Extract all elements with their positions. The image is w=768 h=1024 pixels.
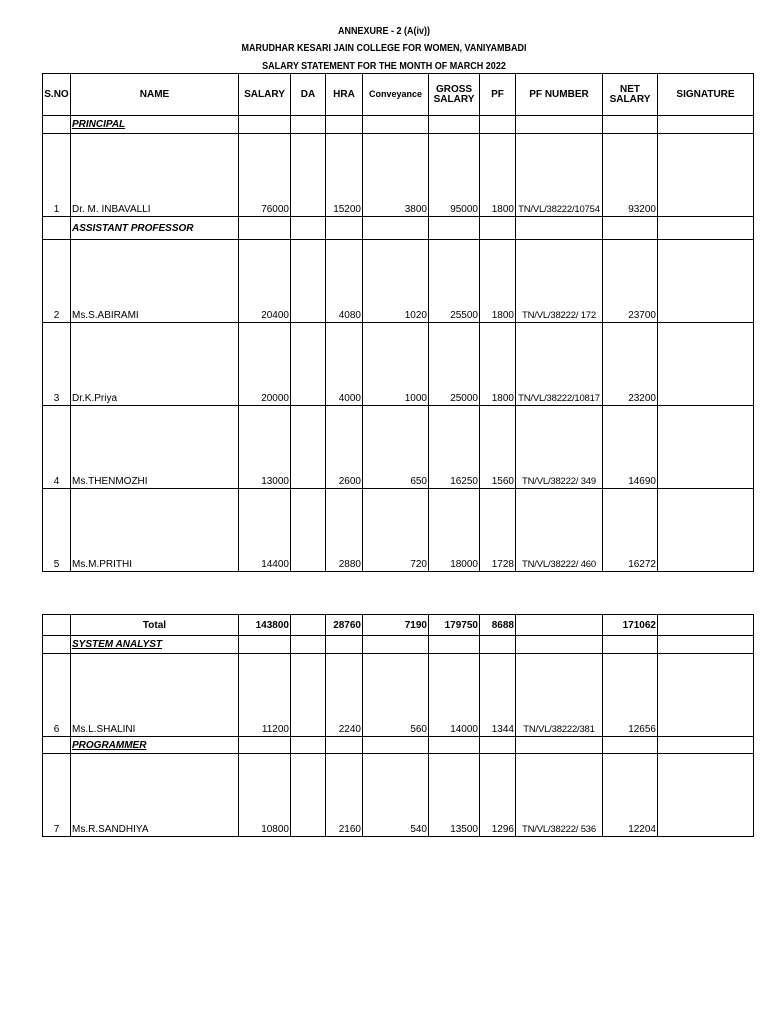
total-hra: 28760 [326,615,363,636]
section-cell-empty [516,737,603,754]
cell-hra: 4080 [326,240,363,323]
section-label-system-analyst: SYSTEM ANALYST [71,636,239,654]
total-gross: 179750 [429,615,480,636]
section-cell-empty [480,737,516,754]
section-cell-empty [291,217,326,240]
section-cell-empty [363,636,429,654]
table-row [43,654,754,737]
total-net: 171062 [603,615,658,636]
cell-conveyance: 720 [363,489,429,572]
section-cell-empty [429,636,480,654]
cell-conveyance: 540 [363,754,429,837]
section-cell-empty [291,116,326,134]
cell-pf-number: TN/VL/38222/ 460 [516,489,603,572]
table-row [43,323,754,406]
total-row [43,615,754,636]
table-row [43,240,754,323]
col-gross-line1: GROSS [435,83,473,95]
section-cell-empty [603,116,658,134]
cell-net: 23200 [603,323,658,406]
cell-net: 14690 [603,406,658,489]
cell-pf: 1800 [480,323,516,406]
table-row [43,134,754,217]
cell-name: Ms.L.SHALINI [71,654,239,737]
section-cell-empty [239,116,291,134]
section-cell-empty [603,737,658,754]
cell-salary: 20400 [239,240,291,323]
total-label: Total [71,615,239,636]
section-cell-empty [291,737,326,754]
section-cell-empty [429,737,480,754]
college-name: MARUDHAR KESARI JAIN COLLEGE FOR WOMEN, VANIYAMBADI [241,43,527,54]
section-cell-empty [658,116,754,134]
col-hra: HRA [326,74,363,116]
section-cell-empty [239,636,291,654]
cell-pf: 1800 [480,240,516,323]
salary-table-2 [42,614,754,837]
col-net-line2: SALARY [609,93,651,105]
cell-pf: 1800 [480,134,516,217]
section-cell-empty [326,737,363,754]
cell-pf: 1296 [480,754,516,837]
cell-hra: 15200 [326,134,363,217]
cell-pf: 1560 [480,406,516,489]
cell-sno: 1 [43,134,71,217]
cell-salary: 20000 [239,323,291,406]
cell-salary: 13000 [239,406,291,489]
cell-net: 12656 [603,654,658,737]
section-cell-empty [239,217,291,240]
cell-da [291,406,326,489]
section-cell-empty [658,217,754,240]
header-row [43,74,754,116]
cell-conveyance: 1000 [363,323,429,406]
section-cell-empty [516,636,603,654]
cell-gross: 18000 [429,489,480,572]
section-cell-empty [43,737,71,754]
cell-salary: 14400 [239,489,291,572]
cell-pf-number: TN/VL/38222/10754 [516,134,603,217]
total-cell-empty [658,615,754,636]
col-gross-salary [429,74,480,116]
cell-signature [658,406,754,489]
cell-da [291,754,326,837]
total-cell-empty [291,615,326,636]
table-row [43,406,754,489]
section-label-assistant-professor: ASSISTANT PROFESSOR [71,217,239,240]
cell-signature [658,134,754,217]
cell-gross: 25000 [429,323,480,406]
section-cell-empty [480,116,516,134]
col-pf-number: PF NUMBER [516,74,603,116]
cell-signature [658,754,754,837]
section-label-principal: PRINCIPAL [71,116,239,134]
cell-sno: 2 [43,240,71,323]
cell-hra: 4000 [326,323,363,406]
section-cell-empty [516,116,603,134]
cell-pf-number: TN/VL/38222/10817 [516,323,603,406]
section-cell-empty [516,217,603,240]
section-cell-empty [326,636,363,654]
section-cell-empty [603,636,658,654]
cell-pf-number: TN/VL/38222/ 349 [516,406,603,489]
cell-salary: 76000 [239,134,291,217]
cell-net: 23700 [603,240,658,323]
table-row [43,489,754,572]
statement-title: SALARY STATEMENT FOR THE MONTH OF MARCH 2022 [262,61,506,72]
cell-signature [658,323,754,406]
section-cell-empty [429,217,480,240]
col-net-line1: NET [620,83,640,95]
cell-da [291,654,326,737]
col-name: NAME [71,74,239,116]
section-cell-empty [43,217,71,240]
salary-table-1 [42,73,754,572]
table-row [43,754,754,837]
section-cell-empty [363,116,429,134]
total-salary: 143800 [239,615,291,636]
section-cell-empty [326,217,363,240]
cell-conveyance: 1020 [363,240,429,323]
section-cell-empty [239,737,291,754]
section-cell-empty [326,116,363,134]
cell-pf-number: TN/VL/38222/381 [516,654,603,737]
cell-name: Dr. M. INBAVALLI [71,134,239,217]
section-cell-empty [429,116,480,134]
col-conveyance: Conveyance [363,74,429,116]
cell-hra: 2160 [326,754,363,837]
cell-name: Ms.R.SANDHIYA [71,754,239,837]
section-cell-empty [658,737,754,754]
cell-name: Ms.S.ABIRAMI [71,240,239,323]
col-net-salary [603,74,658,116]
cell-hra: 2880 [326,489,363,572]
cell-gross: 14000 [429,654,480,737]
cell-sno: 5 [43,489,71,572]
section-cell-empty [43,636,71,654]
cell-da [291,134,326,217]
cell-hra: 2240 [326,654,363,737]
cell-conveyance: 3800 [363,134,429,217]
section-cell-empty [480,217,516,240]
cell-signature [658,654,754,737]
cell-salary: 10800 [239,754,291,837]
section-row-programmer [43,737,754,754]
cell-da [291,489,326,572]
col-gross-line2: SALARY [433,93,475,105]
annexure-title: ANNEXURE - 2 (A(iv)) [337,26,430,37]
section-label-programmer: PROGRAMMER [71,737,239,754]
cell-pf: 1728 [480,489,516,572]
section-cell-empty [43,116,71,134]
section-cell-empty [291,636,326,654]
cell-name: Ms.THENMOZHI [71,406,239,489]
cell-gross: 25500 [429,240,480,323]
section-row-assistant-professor [43,217,754,240]
cell-net: 12204 [603,754,658,837]
cell-signature [658,489,754,572]
col-pf: PF [480,74,516,116]
col-signature: SIGNATURE [658,74,754,116]
col-da: DA [291,74,326,116]
cell-net: 16272 [603,489,658,572]
cell-name: Ms.M.PRITHI [71,489,239,572]
section-cell-empty [363,737,429,754]
col-sno: S.NO [43,74,71,116]
cell-sno: 4 [43,406,71,489]
cell-da [291,240,326,323]
section-cell-empty [480,636,516,654]
total-cell-empty [43,615,71,636]
section-row-system-analyst [43,636,754,654]
cell-pf-number: TN/VL/38222/ 536 [516,754,603,837]
section-cell-empty [658,636,754,654]
col-salary: SALARY [239,74,291,116]
section-cell-empty [363,217,429,240]
cell-gross: 16250 [429,406,480,489]
cell-conveyance: 650 [363,406,429,489]
total-conveyance: 7190 [363,615,429,636]
cell-da [291,323,326,406]
cell-sno: 6 [43,654,71,737]
cell-sno: 3 [43,323,71,406]
section-row-principal [43,116,754,134]
cell-gross: 13500 [429,754,480,837]
cell-salary: 11200 [239,654,291,737]
cell-net: 93200 [603,134,658,217]
section-cell-empty [603,217,658,240]
cell-pf-number: TN/VL/38222/ 172 [516,240,603,323]
cell-name: Dr.K.Priya [71,323,239,406]
cell-signature [658,240,754,323]
total-pf: 8688 [480,615,516,636]
cell-pf: 1344 [480,654,516,737]
cell-hra: 2600 [326,406,363,489]
cell-conveyance: 560 [363,654,429,737]
cell-sno: 7 [43,754,71,837]
total-cell-empty [516,615,603,636]
cell-gross: 95000 [429,134,480,217]
